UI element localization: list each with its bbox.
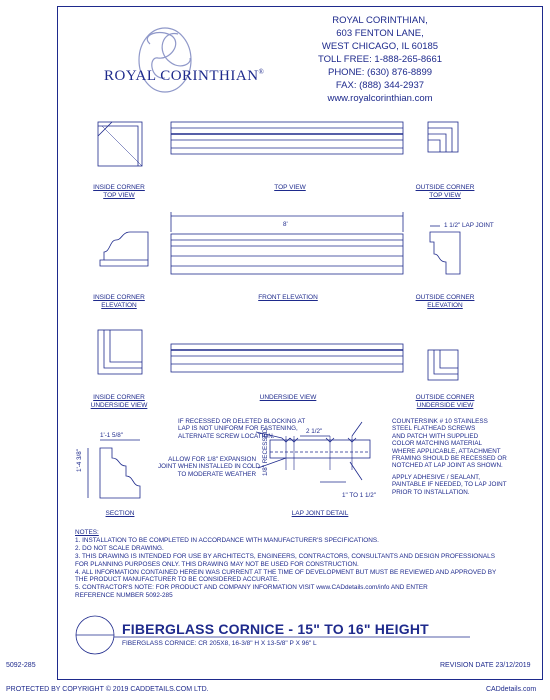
note-item: THE PRODUCT MANUFACTURER TO BE CONSIDERED ACCURATE. <box>75 576 280 584</box>
dim-length: 8' <box>283 221 288 228</box>
dim-lap-width: 2 1/2" <box>306 428 323 435</box>
note-item: 5. CONTRACTOR'S NOTE: FOR PRODUCT AND COMPANY INFORMATION VISIT www.CADdetails.com/info AND ENTER <box>75 584 428 592</box>
callout-expansion-joint: ALLOW FOR 1/8" EXPANSION JOINT WHEN INSTALLED IN COLD TO MODERATE WEATHER <box>158 456 260 478</box>
label-outside-corner-top: OUTSIDE CORNER TOP VIEW <box>415 184 475 199</box>
label-inside-corner-top: INSIDE CORNER TOP VIEW <box>93 184 145 199</box>
company-tollfree: TOLL FREE: 1-888-265-8661 <box>317 54 443 65</box>
label-outside-corner-elevation: OUTSIDE CORNER ELEVATION <box>415 294 475 309</box>
label-top-view: TOP VIEW <box>274 184 306 191</box>
company-name: ROYAL CORINTHIAN, <box>332 15 428 26</box>
dim-lap-bottom: 1" TO 1 1/2" <box>342 492 376 499</box>
label-front-elevation: FRONT ELEVATION <box>258 294 318 301</box>
note-item: FOR PLANNING PURPOSES ONLY. THIS DRAWING MAY NOT BE USED FOR CONSTRUCTION. <box>75 560 359 568</box>
underside-view <box>171 344 403 372</box>
label-outside-corner-underside: OUTSIDE CORNER UNDERSIDE VIEW <box>415 394 475 409</box>
dim-section-height: 1'-4 3/8" <box>76 448 83 472</box>
company-info <box>300 14 460 105</box>
callout-countersink: COUNTERSINK # 10 STAINLESS STEEL FLATHEAD SCREWS AND PATCH WITH SUPPLIED COLOR MATCHING MATERIAL WHERE APPLICABLE, ATTACHMENT FRAMING SHOULD BE RECESSED OR NOTCHED AT LAP JOINT AS SHOWN. <box>392 418 507 470</box>
drawing-title: FIBERGLASS CORNICE - 15" TO 16" HEIGHT <box>122 621 429 637</box>
note-item: 4. ALL INFORMATION CONTAINED HEREIN WAS CURRENT AT THE TIME OF DEVELOPMENT BUT MUST BE REVIEWED AND APPROVED BY <box>75 568 497 576</box>
label-inside-corner-elevation: INSIDE CORNER ELEVATION <box>93 294 145 309</box>
inside-corner-underside-view <box>98 330 142 374</box>
company-address-2: WEST CHICAGO, IL 60185 <box>321 41 439 52</box>
logo-registered-mark: ® <box>258 68 265 76</box>
top-view <box>171 122 403 154</box>
logo-text: ROYAL CORINTHIAN <box>104 68 259 84</box>
company-fax: FAX: (888) 344-2937 <box>335 80 425 91</box>
section-profile <box>88 440 140 498</box>
drawing-subtitle: FIBERGLASS CORNICE: CR 205X8, 16-3/8" H X 13-5/8" P X 96" L <box>122 640 317 647</box>
revision-date: REVISION DATE 23/12/2019 <box>440 662 531 669</box>
caddetails-link[interactable]: CADdetails.com <box>486 686 537 693</box>
dim-recessed: 1/8" RECESSED <box>262 428 269 476</box>
dim-lap-joint: 1 1/2" LAP JOINT <box>444 222 494 229</box>
notes-heading: NOTES: <box>75 529 99 536</box>
outside-corner-top-view <box>428 122 458 152</box>
note-item: 1. INSTALLATION TO BE COMPLETED IN ACCORDANCE WITH MANUFACTURER'S SPECIFICATIONS. <box>75 536 379 544</box>
callout-alternate-screw: IF RECESSED OR DELETED BLOCKING AT LAP IS NOT UNIFORM FOR FASTENING, ALTERNATE SCREW LOCATION. <box>178 418 306 440</box>
copyright-notice: PROTECTED BY COPYRIGHT © 2019 CADDETAILS.COM LTD. <box>6 686 209 693</box>
outside-corner-underside-view <box>428 350 458 380</box>
reference-number: 5092-285 <box>6 662 36 669</box>
label-section: SECTION <box>105 510 135 517</box>
inside-corner-elevation <box>100 232 148 266</box>
outside-corner-elevation <box>430 226 460 274</box>
note-item: 2. DO NOT SCALE DRAWING. <box>75 544 164 552</box>
company-logo <box>104 68 264 85</box>
note-item: REFERENCE NUMBER 5092-285 <box>75 592 173 600</box>
dim-section-width: 1'-1 5/8" <box>100 432 124 439</box>
callout-adhesive: APPLY ADHESIVE / SEALANT, PAINTABLE IF NEEDED, TO LAP JOINT PRIOR TO INSTALLATION. <box>392 474 507 496</box>
inside-corner-top-view <box>98 122 142 166</box>
label-lap-joint-detail: LAP JOINT DETAIL <box>291 510 349 517</box>
company-phone: PHONE: (630) 876-8899 <box>327 67 433 78</box>
label-underside-view: UNDERSIDE VIEW <box>259 394 317 401</box>
notes-block <box>75 529 496 600</box>
company-address-1: 603 FENTON LANE, <box>336 28 424 39</box>
company-website[interactable]: www.royalcorinthian.com <box>327 93 433 104</box>
note-item: 3. THIS DRAWING IS INTENDED FOR USE BY ARCHITECTS, ENGINEERS, CONTRACTORS, CONSULTANTS AND DESIGN PROFESSIONALS <box>75 552 495 560</box>
title-symbol <box>76 616 114 654</box>
label-inside-corner-underside: INSIDE CORNER UNDERSIDE VIEW <box>90 394 148 409</box>
